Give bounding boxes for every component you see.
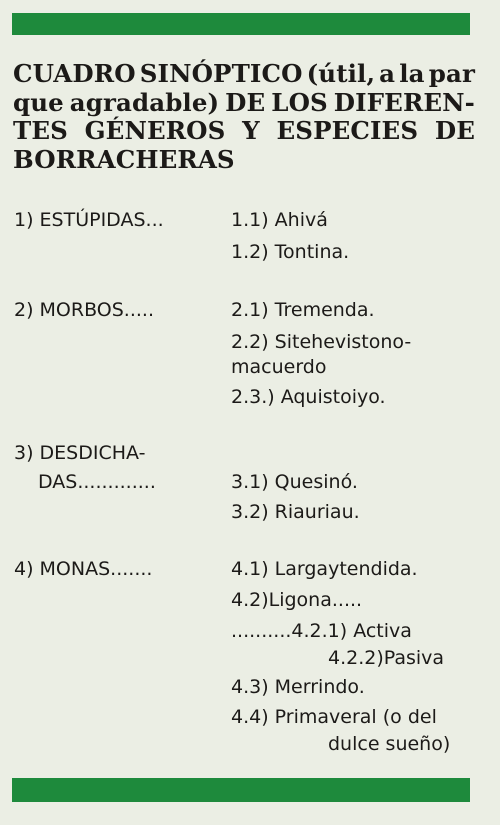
- group-4-label: 4) MONAS.......: [14, 558, 153, 580]
- group-3-item: 3.1) Quesinó.: [231, 471, 358, 493]
- title-word: LOS: [271, 87, 328, 117]
- title-word: la: [399, 59, 425, 88]
- group-4-item: 4.1) Largaytendida.: [231, 558, 418, 580]
- title-word: SINÓPTICO: [139, 59, 303, 88]
- title-word: que: [13, 87, 64, 117]
- group-2-item: macuerdo: [231, 356, 327, 378]
- group-3-label: 3) DESDICHA-: [14, 442, 146, 464]
- group-4-subitem: 4.2.2)Pasiva: [328, 647, 445, 669]
- title-word: CUADRO: [13, 59, 136, 88]
- group-2-item: 2.3.) Aquistoiyo.: [231, 386, 386, 408]
- group-1-item: 1.2) Tontina.: [231, 241, 350, 263]
- title-line-3: [13, 117, 475, 146]
- title-word: DE: [225, 87, 266, 117]
- group-4-item: 4.4) Primaveral (o del: [231, 706, 437, 728]
- title-word: DIFEREN-: [333, 87, 475, 117]
- bottom-green-band: [12, 778, 470, 802]
- title-word: agradable): [69, 87, 220, 117]
- title-word: DE: [434, 116, 475, 145]
- group-4-item-cont: dulce sueño): [328, 733, 451, 755]
- group-4-subitem: ..........4.2.1) Activa: [231, 620, 412, 642]
- group-4-item: 4.2)Ligona.....: [231, 589, 363, 611]
- group-1-item: 1.1) Ahivá: [231, 209, 328, 231]
- title-word: (útil,: [306, 59, 376, 88]
- group-3-label-cont: DAS.............: [38, 471, 156, 493]
- group-1-label: 1) ESTÚPIDAS...: [14, 209, 164, 231]
- title-word: GÉNEROS: [84, 116, 226, 145]
- title-word: Y: [242, 116, 260, 145]
- title-word: ESPECIES: [276, 116, 419, 145]
- document-title: [13, 60, 475, 174]
- title-line-4: [13, 146, 475, 175]
- group-3-item: 3.2) Riauriau.: [231, 501, 360, 523]
- group-2-label: 2) MORBOS.....: [14, 299, 155, 321]
- title-word: par: [428, 59, 475, 88]
- title-word: a: [379, 59, 396, 88]
- group-2-item: 2.1) Tremenda.: [231, 299, 375, 321]
- group-4-item: 4.3) Merrindo.: [231, 676, 365, 698]
- group-2-item: 2.2) Sitehevistono-: [231, 331, 412, 353]
- title-line-1: [13, 60, 475, 89]
- title-line-2: [13, 89, 475, 118]
- title-word: TES: [13, 116, 68, 145]
- title-word: BORRACHERAS: [13, 144, 235, 174]
- top-green-band: [12, 13, 470, 35]
